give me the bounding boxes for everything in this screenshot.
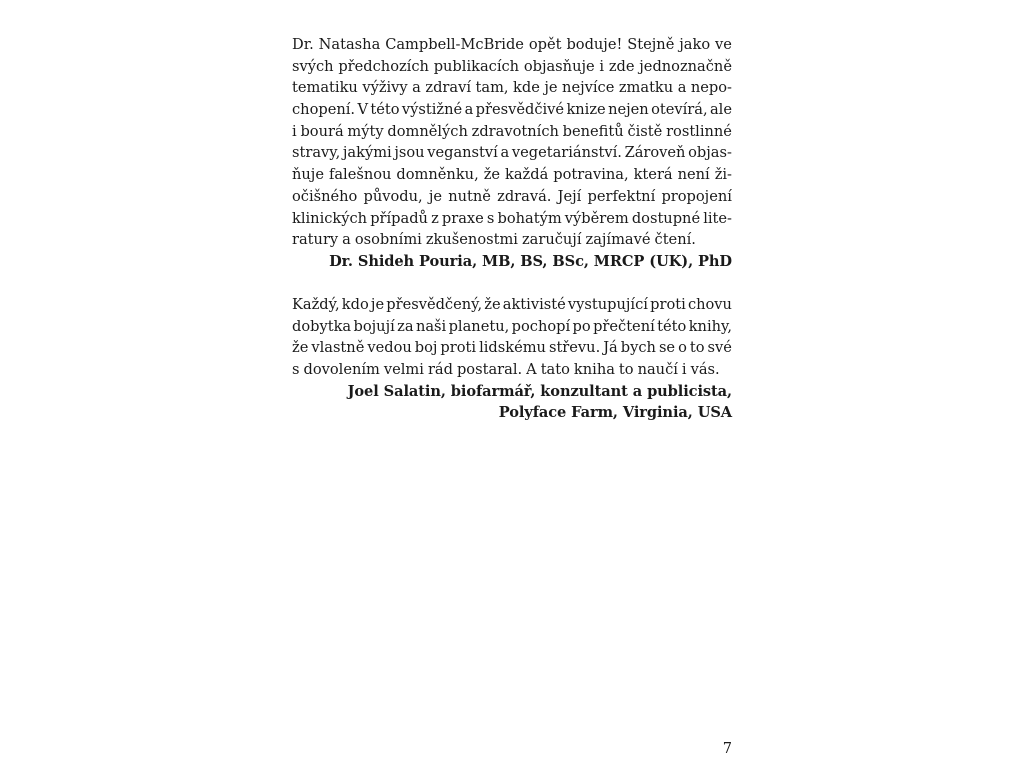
word: zdraví — [425, 79, 471, 97]
word: proti — [650, 296, 686, 313]
word: Já — [603, 339, 618, 357]
word: že — [483, 166, 501, 184]
word: i — [292, 122, 297, 140]
testimonial-line — [292, 208, 732, 230]
testimonial-line — [292, 142, 732, 164]
word: bych — [620, 339, 656, 357]
word: vystupující — [567, 296, 648, 313]
word: propojení — [661, 187, 732, 205]
word: Dr. — [292, 36, 314, 53]
word: otevírá, — [651, 101, 708, 119]
word: své — [707, 339, 732, 357]
word: proti — [440, 339, 477, 357]
word: a — [677, 79, 687, 97]
word: Zároveň — [624, 144, 686, 162]
testimonial-line — [292, 359, 732, 381]
word: rád — [427, 361, 453, 379]
word: vás. — [690, 361, 720, 379]
word: lite- — [703, 209, 732, 227]
word: zajímavé — [585, 231, 651, 249]
word: čtení. — [654, 231, 696, 249]
word: aktivisté — [502, 296, 566, 313]
word: boduje! — [566, 36, 623, 53]
word: bourá — [300, 122, 344, 140]
testimonial-line — [292, 56, 732, 78]
word: kdo — [341, 296, 369, 313]
testimonial-attribution: Polyface Farm, Virginia, USA — [498, 404, 732, 422]
word: je — [428, 187, 443, 205]
word: planetu, — [448, 317, 510, 335]
word: výstižné — [401, 101, 463, 119]
word: Každý, — [292, 296, 340, 313]
word: lidskému — [479, 339, 546, 357]
word: původu, — [363, 187, 423, 205]
word: nejvíce — [562, 79, 615, 97]
testimonial-line — [292, 294, 732, 316]
word: zaručují — [521, 231, 582, 249]
word: opět — [528, 36, 562, 53]
word: Její — [557, 187, 582, 205]
word: objas- — [688, 144, 732, 162]
word: ňuje — [292, 166, 324, 184]
word: výběrem — [564, 209, 629, 227]
word: tam, — [475, 79, 509, 97]
testimonial-line — [292, 77, 732, 99]
word: není — [677, 166, 710, 184]
word: nutně — [448, 187, 491, 205]
word: zdravá. — [497, 187, 552, 205]
word: o — [678, 339, 687, 357]
word: vegetariánství. — [511, 144, 622, 162]
word: praxe — [441, 209, 484, 227]
word: vlastně — [311, 339, 365, 357]
testimonial-attribution: Joel Salatin, biofarmář, konzultant a publicista, — [347, 382, 732, 400]
word: a — [464, 101, 474, 119]
testimonial-line — [292, 337, 732, 359]
word: dobytka — [292, 317, 352, 335]
word: čistě — [627, 122, 663, 140]
word: nepo- — [690, 79, 732, 97]
word: výživy — [362, 79, 408, 97]
word: případů — [370, 209, 428, 227]
word: zdravotních — [471, 122, 559, 140]
word: a — [500, 144, 510, 162]
word: to — [689, 339, 705, 357]
word: střevu. — [548, 339, 601, 357]
word: A — [526, 361, 537, 379]
word: jako — [679, 36, 711, 53]
word: kde — [513, 79, 540, 97]
word: svých — [292, 57, 334, 75]
word: této — [657, 317, 687, 335]
word: za — [397, 317, 414, 335]
word: V — [357, 101, 368, 119]
word: naši — [415, 317, 447, 335]
word: publikacích — [433, 57, 520, 75]
testimonial-line — [292, 34, 732, 56]
word: knihy, — [688, 317, 732, 335]
word: bojují — [353, 317, 395, 335]
word: a — [342, 231, 351, 249]
word: perfektní — [587, 187, 656, 205]
word: předchozích — [338, 57, 429, 75]
word: domněnku, — [396, 166, 479, 184]
word: tematiku — [292, 79, 358, 97]
testimonial-1 — [292, 34, 732, 273]
word: ale — [709, 101, 732, 119]
word: chovu — [687, 296, 732, 313]
word: velmi — [383, 361, 424, 379]
word: ratury — [292, 231, 339, 249]
word: potravina, — [553, 166, 629, 184]
word: postaral. — [456, 361, 523, 379]
testimonial-line — [292, 229, 732, 251]
word: přesvědčivé — [475, 101, 565, 119]
word: pochopí — [511, 317, 571, 335]
word: objasňuje — [523, 57, 595, 75]
word: je — [544, 79, 558, 97]
word: ve — [715, 36, 732, 53]
word: přesvědčený, — [386, 296, 483, 313]
word: osobními — [354, 231, 422, 249]
word: zde — [608, 57, 635, 75]
word: dostupné — [631, 209, 701, 227]
word: se — [658, 339, 676, 357]
word: chopení. — [292, 101, 356, 119]
word: této — [370, 101, 400, 119]
word: stravy, — [292, 144, 341, 162]
word: boj — [414, 339, 438, 357]
testimonial-line — [292, 164, 732, 186]
testimonial-line — [292, 316, 732, 338]
word: přečtení — [593, 317, 655, 335]
testimonial-attribution: Dr. Shideh Pouria, MB, BS, BSc, MRCP (UK), PhD — [329, 252, 732, 270]
word: i — [599, 57, 605, 75]
word: z — [431, 209, 439, 227]
word: jednoznačně — [639, 57, 732, 75]
word: očišného — [292, 187, 358, 205]
word: domnělých — [387, 122, 468, 140]
word: vedou — [367, 339, 412, 357]
word: bohatým — [497, 209, 562, 227]
word: tato — [540, 361, 570, 379]
word: mýty — [347, 122, 384, 140]
word: že — [292, 339, 309, 357]
testimonial-line — [292, 121, 732, 143]
word: nejen — [608, 101, 649, 119]
word: že — [484, 296, 501, 313]
word: to — [618, 361, 634, 379]
word: benefitů — [562, 122, 624, 140]
word: Stejně — [627, 36, 675, 53]
testimonial-line — [292, 186, 732, 208]
word: ži- — [714, 166, 732, 184]
word: rostlinné — [666, 122, 732, 140]
word: s — [292, 361, 300, 379]
word: každá — [505, 166, 549, 184]
word: zmatku — [618, 79, 674, 97]
word: veganství — [427, 144, 498, 162]
word: knize — [566, 101, 606, 119]
word: která — [633, 166, 673, 184]
testimonial-line — [292, 99, 732, 121]
word: zkušenostmi — [425, 231, 518, 249]
word: Campbell-McBride — [385, 36, 524, 53]
word: s — [486, 209, 495, 227]
word: Natasha — [318, 36, 381, 53]
word: i — [681, 361, 687, 379]
word: jakými — [342, 144, 392, 162]
page-number: 7 — [722, 740, 732, 757]
word: klinických — [292, 209, 368, 227]
word: dovolením — [303, 361, 380, 379]
word: a — [412, 79, 421, 97]
word: kniha — [573, 361, 615, 379]
word: jsou — [394, 144, 425, 162]
word: je — [370, 296, 385, 313]
word: naučí — [637, 361, 678, 379]
testimonial-2 — [292, 294, 732, 424]
word: po — [572, 317, 591, 335]
word: falešnou — [328, 166, 392, 184]
